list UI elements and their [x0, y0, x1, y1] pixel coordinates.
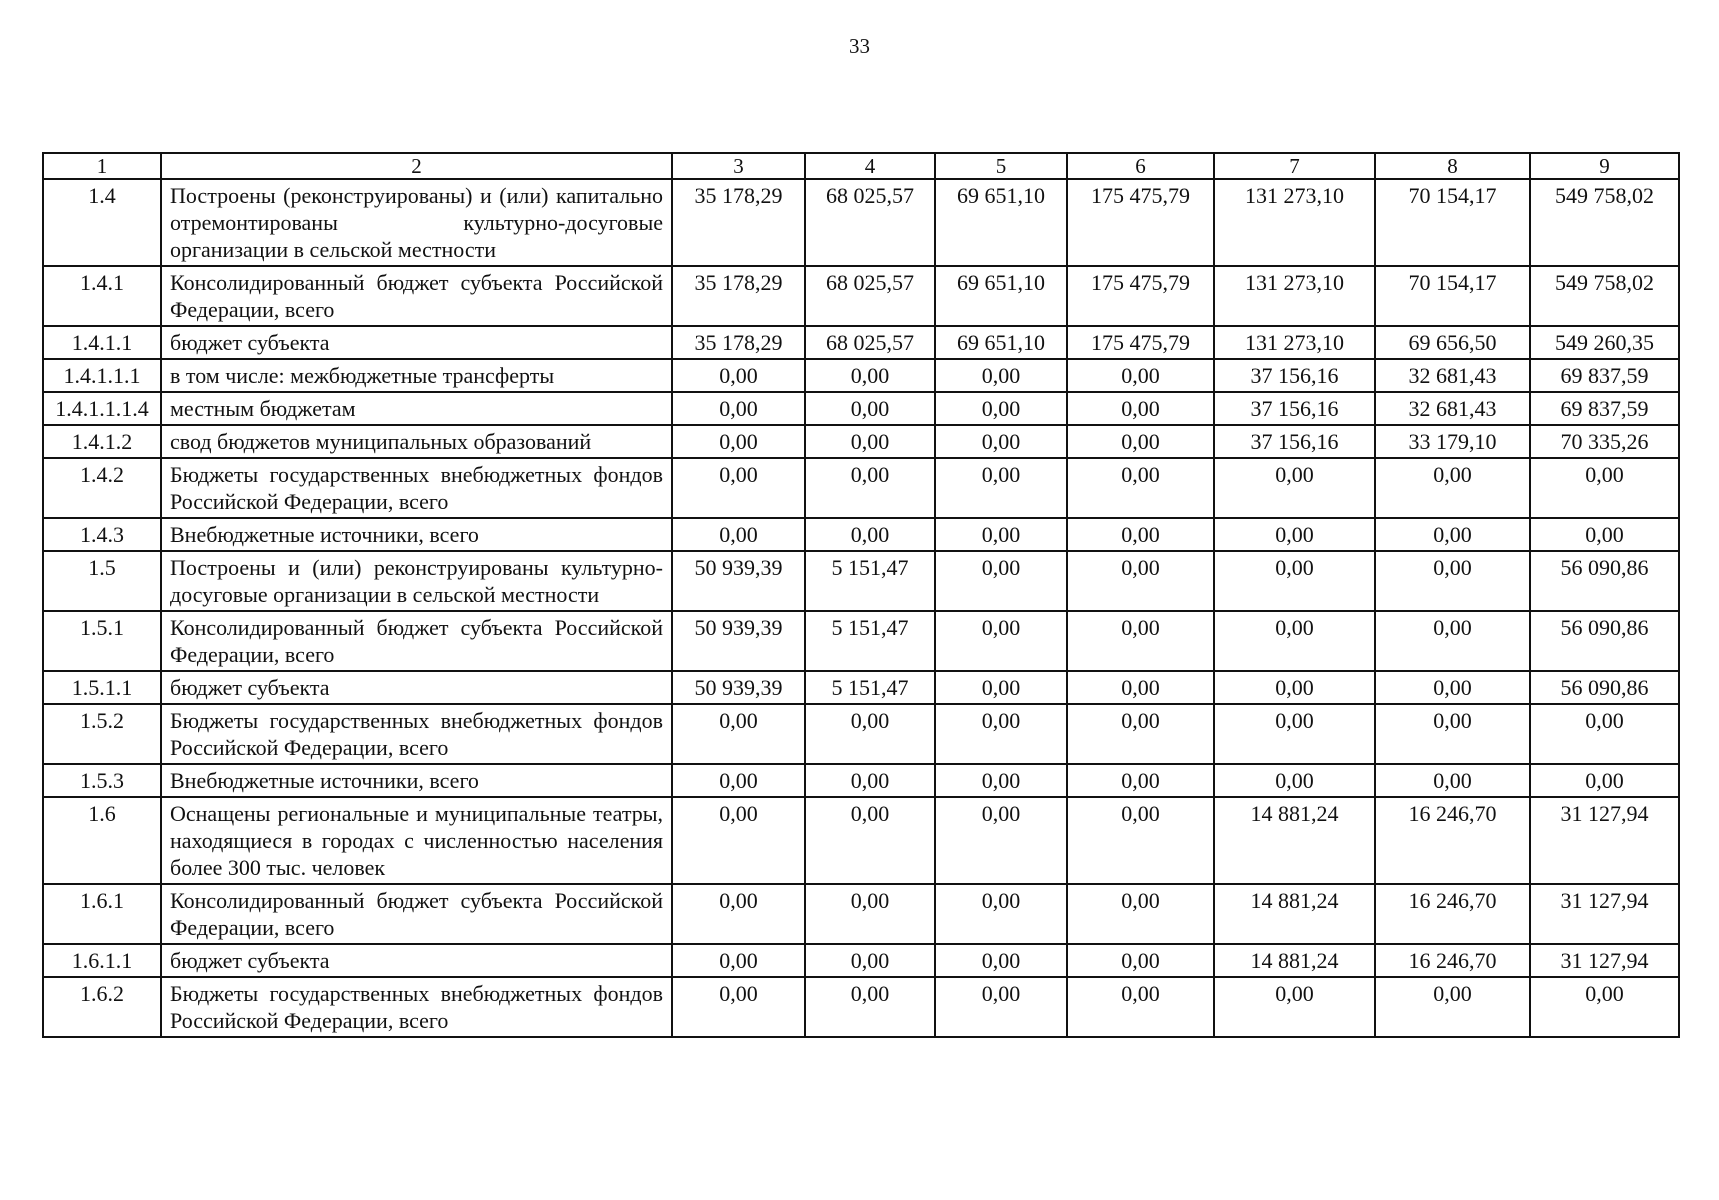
row-description-cell: Бюджеты государственных внебюджетных фондов Российской Федерации, всего	[161, 977, 672, 1037]
value-cell: 0,00	[805, 458, 935, 518]
value-cell: 0,00	[935, 611, 1067, 671]
value-cell: 0,00	[1375, 611, 1530, 671]
value-cell: 0,00	[1067, 518, 1214, 551]
value-cell: 69 651,10	[935, 326, 1067, 359]
value-cell: 175 475,79	[1067, 179, 1214, 266]
value-cell: 0,00	[805, 884, 935, 944]
table-row	[43, 704, 1679, 764]
row-description-cell: местным бюджетам	[161, 392, 672, 425]
value-cell: 0,00	[672, 518, 805, 551]
value-cell: 14 881,24	[1214, 884, 1375, 944]
value-cell: 0,00	[672, 944, 805, 977]
value-cell: 0,00	[1530, 458, 1679, 518]
budget-table-container	[42, 152, 1678, 1038]
value-cell: 0,00	[1067, 704, 1214, 764]
row-description-cell: Оснащены региональные и муниципальные театры, находящиеся в городах с численностью населения более 300 тыс. человек	[161, 797, 672, 884]
row-number-cell: 1.4.1.1	[43, 326, 161, 359]
value-cell: 14 881,24	[1214, 944, 1375, 977]
value-cell: 5 151,47	[805, 611, 935, 671]
value-cell: 0,00	[1530, 977, 1679, 1037]
value-cell: 70 154,17	[1375, 266, 1530, 326]
row-description-cell: Бюджеты государственных внебюджетных фондов Российской Федерации, всего	[161, 458, 672, 518]
row-number-cell: 1.4.2	[43, 458, 161, 518]
value-cell: 33 179,10	[1375, 425, 1530, 458]
value-cell: 0,00	[672, 458, 805, 518]
row-description-cell: Внебюджетные источники, всего	[161, 764, 672, 797]
row-description-cell: в том числе: межбюджетные трансферты	[161, 359, 672, 392]
value-cell: 0,00	[1067, 977, 1214, 1037]
value-cell: 69 651,10	[935, 179, 1067, 266]
value-cell: 0,00	[805, 977, 935, 1037]
value-cell: 68 025,57	[805, 179, 935, 266]
value-cell: 0,00	[1375, 518, 1530, 551]
value-cell: 549 260,35	[1530, 326, 1679, 359]
value-cell: 0,00	[1375, 458, 1530, 518]
row-number-cell: 1.5.3	[43, 764, 161, 797]
header-cell: 7	[1214, 153, 1375, 179]
value-cell: 0,00	[1067, 764, 1214, 797]
header-cell: 3	[672, 153, 805, 179]
value-cell: 68 025,57	[805, 266, 935, 326]
table-row	[43, 266, 1679, 326]
page-number: 33	[849, 34, 870, 58]
value-cell: 16 246,70	[1375, 944, 1530, 977]
value-cell: 37 156,16	[1214, 359, 1375, 392]
header-cell: 6	[1067, 153, 1214, 179]
value-cell: 31 127,94	[1530, 797, 1679, 884]
table-row	[43, 326, 1679, 359]
value-cell: 0,00	[935, 458, 1067, 518]
table-row	[43, 179, 1679, 266]
value-cell: 0,00	[672, 764, 805, 797]
value-cell: 0,00	[672, 425, 805, 458]
table-row	[43, 611, 1679, 671]
row-number-cell: 1.4	[43, 179, 161, 266]
value-cell: 0,00	[1530, 518, 1679, 551]
value-cell: 0,00	[1214, 704, 1375, 764]
table-row	[43, 797, 1679, 884]
value-cell: 0,00	[1375, 764, 1530, 797]
value-cell: 56 090,86	[1530, 611, 1679, 671]
value-cell: 0,00	[1067, 611, 1214, 671]
table-row	[43, 425, 1679, 458]
value-cell: 50 939,39	[672, 611, 805, 671]
table-row	[43, 551, 1679, 611]
value-cell: 0,00	[672, 359, 805, 392]
header-cell: 4	[805, 153, 935, 179]
row-number-cell: 1.4.1.1.1	[43, 359, 161, 392]
value-cell: 0,00	[805, 392, 935, 425]
row-number-cell: 1.6	[43, 797, 161, 884]
header-cell: 8	[1375, 153, 1530, 179]
row-number-cell: 1.4.1.2	[43, 425, 161, 458]
row-description-cell: свод бюджетов муниципальных образований	[161, 425, 672, 458]
value-cell: 37 156,16	[1214, 392, 1375, 425]
table-row	[43, 764, 1679, 797]
row-number-cell: 1.5.1	[43, 611, 161, 671]
value-cell: 0,00	[935, 392, 1067, 425]
value-cell: 0,00	[1375, 704, 1530, 764]
value-cell: 0,00	[672, 704, 805, 764]
value-cell: 0,00	[805, 425, 935, 458]
value-cell: 0,00	[1214, 551, 1375, 611]
value-cell: 70 154,17	[1375, 179, 1530, 266]
value-cell: 50 939,39	[672, 551, 805, 611]
value-cell: 0,00	[1067, 797, 1214, 884]
value-cell: 31 127,94	[1530, 944, 1679, 977]
value-cell: 175 475,79	[1067, 266, 1214, 326]
value-cell: 50 939,39	[672, 671, 805, 704]
value-cell: 0,00	[672, 977, 805, 1037]
value-cell: 0,00	[1067, 551, 1214, 611]
header-cell: 1	[43, 153, 161, 179]
value-cell: 32 681,43	[1375, 359, 1530, 392]
value-cell: 56 090,86	[1530, 551, 1679, 611]
value-cell: 0,00	[1067, 392, 1214, 425]
value-cell: 5 151,47	[805, 551, 935, 611]
value-cell: 0,00	[1214, 671, 1375, 704]
value-cell: 0,00	[1067, 359, 1214, 392]
value-cell: 0,00	[935, 518, 1067, 551]
table-row	[43, 944, 1679, 977]
value-cell: 35 178,29	[672, 266, 805, 326]
table-body	[43, 153, 1679, 1037]
table-row	[43, 977, 1679, 1037]
table-row	[43, 392, 1679, 425]
value-cell: 0,00	[1375, 977, 1530, 1037]
value-cell: 0,00	[672, 884, 805, 944]
value-cell: 0,00	[1067, 944, 1214, 977]
table-row	[43, 458, 1679, 518]
value-cell: 131 273,10	[1214, 179, 1375, 266]
value-cell: 68 025,57	[805, 326, 935, 359]
value-cell: 0,00	[1530, 704, 1679, 764]
value-cell: 0,00	[935, 977, 1067, 1037]
header-cell: 2	[161, 153, 672, 179]
value-cell: 0,00	[935, 359, 1067, 392]
value-cell: 0,00	[935, 671, 1067, 704]
row-number-cell: 1.6.1	[43, 884, 161, 944]
row-number-cell: 1.5.1.1	[43, 671, 161, 704]
row-description-cell: Консолидированный бюджет субъекта Российской Федерации, всего	[161, 884, 672, 944]
row-number-cell: 1.5.2	[43, 704, 161, 764]
value-cell: 56 090,86	[1530, 671, 1679, 704]
header-cell: 5	[935, 153, 1067, 179]
row-description-cell: бюджет субъекта	[161, 671, 672, 704]
value-cell: 0,00	[935, 944, 1067, 977]
value-cell: 0,00	[935, 425, 1067, 458]
row-number-cell: 1.4.1	[43, 266, 161, 326]
value-cell: 0,00	[672, 797, 805, 884]
value-cell: 69 837,59	[1530, 392, 1679, 425]
row-description-cell: Консолидированный бюджет субъекта Российской Федерации, всего	[161, 611, 672, 671]
value-cell: 0,00	[805, 797, 935, 884]
value-cell: 35 178,29	[672, 179, 805, 266]
value-cell: 0,00	[1214, 458, 1375, 518]
value-cell: 0,00	[1067, 425, 1214, 458]
value-cell: 37 156,16	[1214, 425, 1375, 458]
value-cell: 0,00	[1067, 884, 1214, 944]
value-cell: 0,00	[1214, 977, 1375, 1037]
row-description-cell: Построены и (или) реконструированы культурно-досуговые организации в сельской местности	[161, 551, 672, 611]
value-cell: 0,00	[1067, 458, 1214, 518]
value-cell: 14 881,24	[1214, 797, 1375, 884]
value-cell: 0,00	[1530, 764, 1679, 797]
value-cell: 16 246,70	[1375, 884, 1530, 944]
value-cell: 0,00	[935, 884, 1067, 944]
value-cell: 35 178,29	[672, 326, 805, 359]
value-cell: 0,00	[935, 551, 1067, 611]
table-row	[43, 671, 1679, 704]
table-row	[43, 884, 1679, 944]
value-cell: 131 273,10	[1214, 326, 1375, 359]
budget-table	[42, 152, 1680, 1038]
value-cell: 69 651,10	[935, 266, 1067, 326]
value-cell: 0,00	[805, 944, 935, 977]
value-cell: 0,00	[1214, 611, 1375, 671]
table-header-row	[43, 153, 1679, 179]
value-cell: 69 837,59	[1530, 359, 1679, 392]
value-cell: 32 681,43	[1375, 392, 1530, 425]
value-cell: 0,00	[1067, 671, 1214, 704]
row-description-cell: бюджет субъекта	[161, 944, 672, 977]
table-row	[43, 359, 1679, 392]
value-cell: 0,00	[805, 764, 935, 797]
value-cell: 0,00	[935, 797, 1067, 884]
value-cell: 70 335,26	[1530, 425, 1679, 458]
row-description-cell: Консолидированный бюджет субъекта Российской Федерации, всего	[161, 266, 672, 326]
value-cell: 549 758,02	[1530, 266, 1679, 326]
row-number-cell: 1.6.2	[43, 977, 161, 1037]
value-cell: 0,00	[805, 359, 935, 392]
value-cell: 0,00	[672, 392, 805, 425]
value-cell: 0,00	[805, 704, 935, 764]
row-description-cell: Внебюджетные источники, всего	[161, 518, 672, 551]
row-description-cell: Построены (реконструированы) и (или) капитально отремонтированы культурно-досуговые организации в сельской местности	[161, 179, 672, 266]
value-cell: 0,00	[935, 764, 1067, 797]
value-cell: 0,00	[935, 704, 1067, 764]
value-cell: 69 656,50	[1375, 326, 1530, 359]
value-cell: 0,00	[1214, 518, 1375, 551]
value-cell: 0,00	[805, 518, 935, 551]
header-cell: 9	[1530, 153, 1679, 179]
value-cell: 0,00	[1375, 671, 1530, 704]
row-description-cell: Бюджеты государственных внебюджетных фондов Российской Федерации, всего	[161, 704, 672, 764]
row-number-cell: 1.6.1.1	[43, 944, 161, 977]
row-description-cell: бюджет субъекта	[161, 326, 672, 359]
value-cell: 16 246,70	[1375, 797, 1530, 884]
value-cell: 0,00	[1214, 764, 1375, 797]
row-number-cell: 1.4.1.1.1.4	[43, 392, 161, 425]
value-cell: 31 127,94	[1530, 884, 1679, 944]
value-cell: 5 151,47	[805, 671, 935, 704]
value-cell: 549 758,02	[1530, 179, 1679, 266]
value-cell: 0,00	[1375, 551, 1530, 611]
row-number-cell: 1.4.3	[43, 518, 161, 551]
table-row	[43, 518, 1679, 551]
value-cell: 175 475,79	[1067, 326, 1214, 359]
row-number-cell: 1.5	[43, 551, 161, 611]
value-cell: 131 273,10	[1214, 266, 1375, 326]
